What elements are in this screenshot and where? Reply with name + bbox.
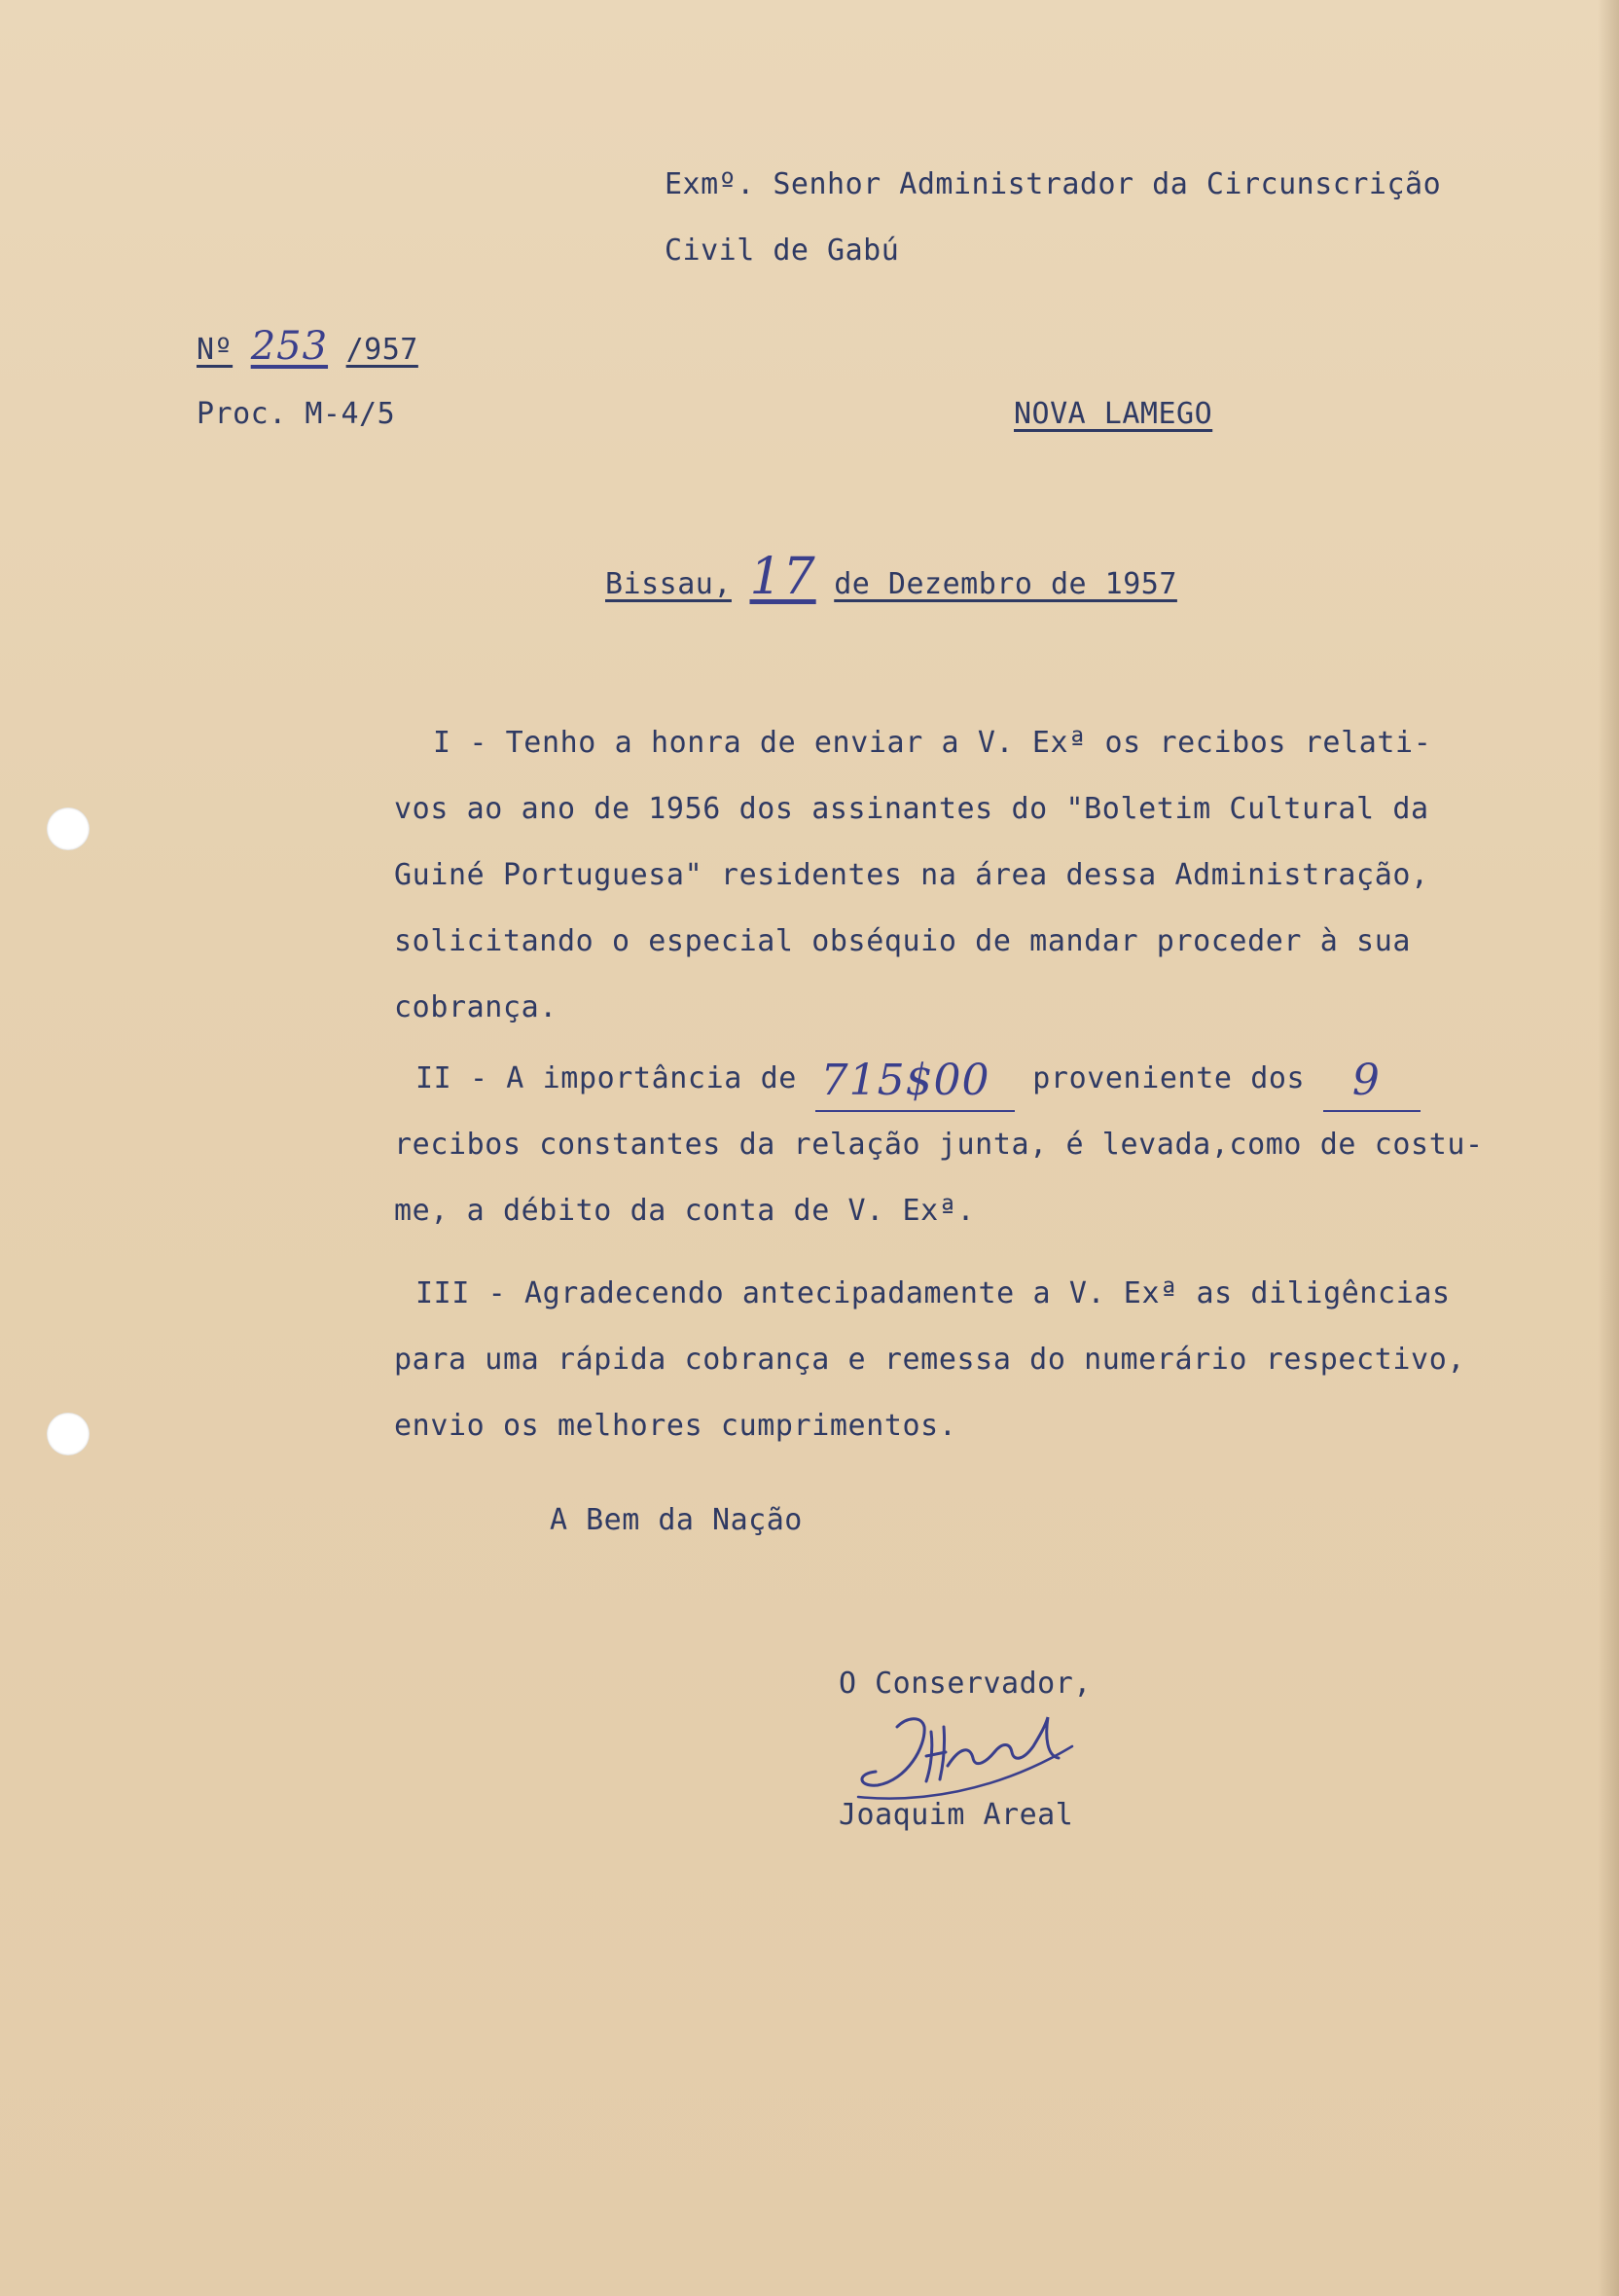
paragraph-2 bbox=[394, 1046, 1562, 1244]
paragraph-1 bbox=[394, 710, 1562, 1041]
destination: NOVA LAMEGO bbox=[1014, 397, 1213, 431]
paragraph-2-first-line bbox=[415, 1046, 1562, 1112]
signatory-title: O Conservador, bbox=[839, 1667, 1092, 1701]
date-day-handwritten: 17 bbox=[749, 548, 816, 606]
date-rest: de Dezembro de 1957 bbox=[834, 567, 1177, 601]
paragraph-1-line: Guiné Portuguesa" residentes na área dessa Administração, bbox=[394, 858, 1429, 892]
date-line bbox=[605, 548, 1177, 606]
paragraph-1-line: vos ao ano de 1956 dos assinantes do "Boletim Cultural da bbox=[394, 792, 1429, 826]
count-handwritten: 9 bbox=[1351, 1056, 1381, 1105]
paragraph-3-line: para uma rápida cobrança e remessa do numerário respectivo, bbox=[394, 1343, 1466, 1377]
paragraph-3-line: envio os melhores cumprimentos. bbox=[394, 1409, 957, 1443]
handwritten-signature bbox=[839, 1688, 1101, 1814]
punch-hole-bottom bbox=[47, 1413, 90, 1455]
paragraph-3-line: III - Agradecendo antecipadamente a V. Exª as diligências bbox=[415, 1276, 1451, 1310]
process-reference: Proc. M-4/5 bbox=[197, 397, 396, 431]
paragraph-1-line: solicitando o especial obséquio de mandar proceder à sua bbox=[394, 924, 1412, 958]
closing-salutation: A Bem da Nação bbox=[550, 1503, 803, 1537]
reference-number-suffix: /957 bbox=[345, 333, 418, 367]
punch-hole-top bbox=[47, 807, 90, 850]
paragraph-2-start: II - A importância de bbox=[415, 1061, 797, 1095]
amount-handwritten: 715$00 bbox=[820, 1056, 990, 1105]
count-blank bbox=[1323, 1056, 1421, 1112]
reference-number-prefix: Nº bbox=[197, 333, 234, 367]
signatory-name: Joaquim Areal bbox=[839, 1798, 1074, 1832]
addressee-line-2: Civil de Gabú bbox=[665, 233, 900, 268]
paragraph-2-line: me, a débito da conta de V. Exª. bbox=[394, 1194, 976, 1228]
paragraph-1-line: cobrança. bbox=[394, 990, 558, 1024]
date-city: Bissau, bbox=[605, 567, 732, 601]
reference-number bbox=[197, 324, 418, 369]
paragraph-3 bbox=[394, 1261, 1562, 1459]
page-edge-shadow bbox=[1598, 0, 1619, 2296]
amount-blank bbox=[815, 1056, 1015, 1112]
paragraph-2-middle: proveniente dos bbox=[1032, 1061, 1306, 1095]
addressee-line-1: Exmº. Senhor Administrador da Circunscrição bbox=[665, 167, 1442, 201]
paragraph-2-line: recibos constantes da relação junta, é levada,como de costu- bbox=[394, 1128, 1484, 1162]
paragraph-1-line: I - Tenho a honra de enviar a V. Exª os recibos relati- bbox=[433, 726, 1432, 760]
reference-number-handwritten: 253 bbox=[250, 324, 329, 369]
